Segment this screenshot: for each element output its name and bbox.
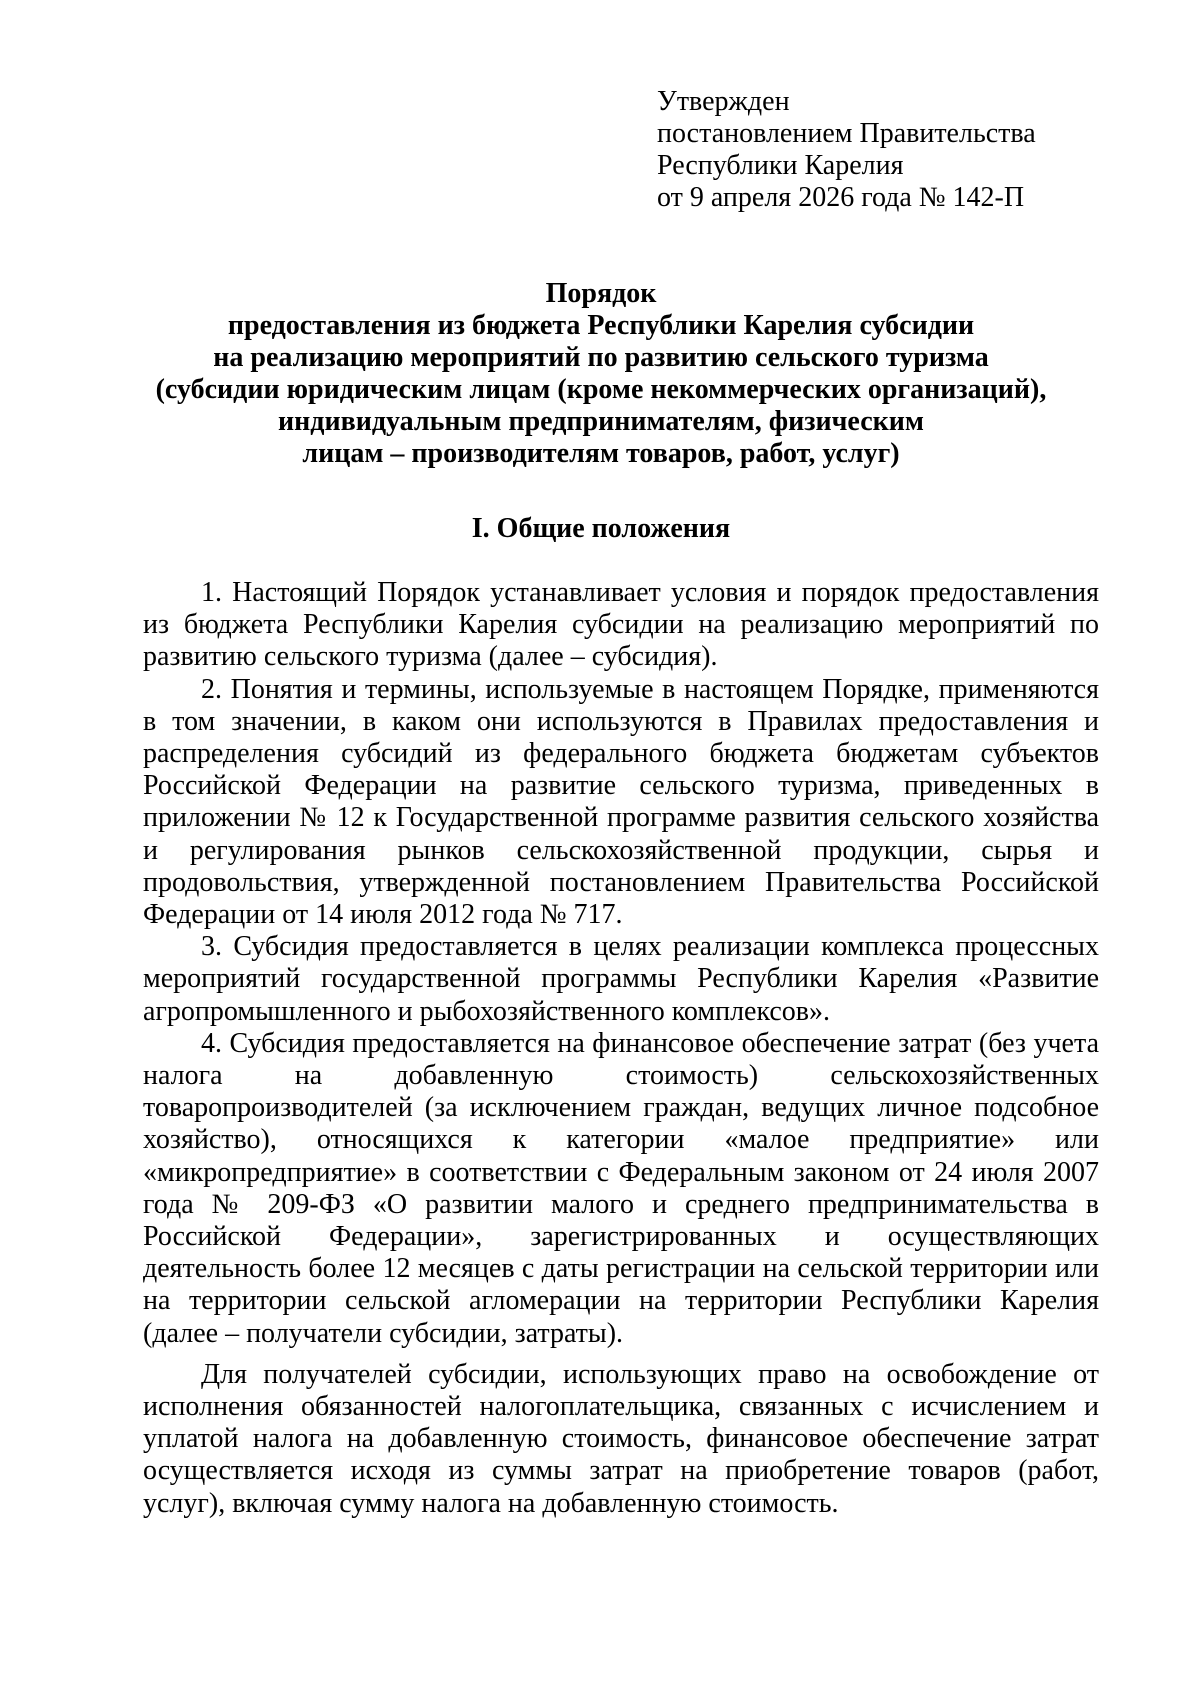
title-line: индивидуальным предпринимателям, физическим <box>278 406 924 437</box>
approval-stamp <box>657 86 1137 214</box>
title-line: на реализацию мероприятий по развитию сельского туризма <box>213 342 989 373</box>
document-body <box>143 577 1099 1520</box>
section-heading: I. Общие положения <box>471 513 731 544</box>
approval-line: от 9 апреля 2026 года № 142-П <box>657 182 1025 213</box>
approval-line: постановлением Правительства <box>657 118 1036 149</box>
paragraph-5: Для получателей субсидии, использующих право на освобождение от исполнения обязанностей налогоплательщика, связанных с исчислением и уплатой налога на добавленную стоимость, финансовое обеспечение затрат осуществляется исходя из суммы затрат на приобретение товаров (работ, услуг), включая сумму налога на добавленную стоимость. <box>143 1358 1099 1519</box>
title-line: Порядок <box>545 278 657 309</box>
paragraph-4: 4. Субсидия предоставляется на финансовое обеспечение затрат (без учета налога на добавленную стоимость) сельскохозяйственных товаропроизводителей (за исключением граждан, ведущих личное подсобное хозяйство), относящихся к категории «малое предприятие» или «микропредприятие» в соответствии с Федеральным законом от 24 июля 2007 года № 209-ФЗ «О развитии малого и среднего предпринимательства в Российской Федерации», зарегистрированных и осуществляющих деятельность более 12 месяцев с даты регистрации на сельской территории или на территории сельской агломерации на территории Республики Карелия (далее – получатели субсидии, затраты). <box>143 1027 1099 1349</box>
paragraph-3: 3. Субсидия предоставляется в целях реализации комплекса процессных мероприятий государственной программы Республики Карелия «Развитие агропромышленного и рыбохозяйственного комплексов». <box>143 931 1099 1027</box>
approval-line: Республики Карелия <box>657 150 904 181</box>
paragraph-1: 1. Настоящий Порядок устанавливает условия и порядок предоставления из бюджета Республики Карелия субсидии на реализацию мероприятий по развитию сельского туризма (далее – субсидия). <box>143 577 1099 673</box>
title-line: лицам – производителям товаров, работ, услуг) <box>302 438 900 469</box>
document-title <box>120 278 1082 470</box>
title-line: предоставления из бюджета Республики Карелия субсидии <box>227 310 975 341</box>
paragraph-2: 2. Понятия и термины, используемые в настоящем Порядке, применяются в том значении, в каком они используются в Правилах предоставления и распределения субсидий из федерального бюджета бюджетам субъектов Российской Федерации на развитие сельского туризма, приведенных в приложении № 12 к Государственной программе развития сельского хозяйства и регулирования рынков сельскохозяйственной продукции, сырья и продовольствия, утвержденной постановлением Правительства Российской Федерации от 14 июля 2012 года № 717. <box>143 673 1099 931</box>
title-line: (субсидии юридическим лицам (кроме некоммерческих организаций), <box>155 374 1047 405</box>
approval-line: Утвержден <box>657 86 790 117</box>
